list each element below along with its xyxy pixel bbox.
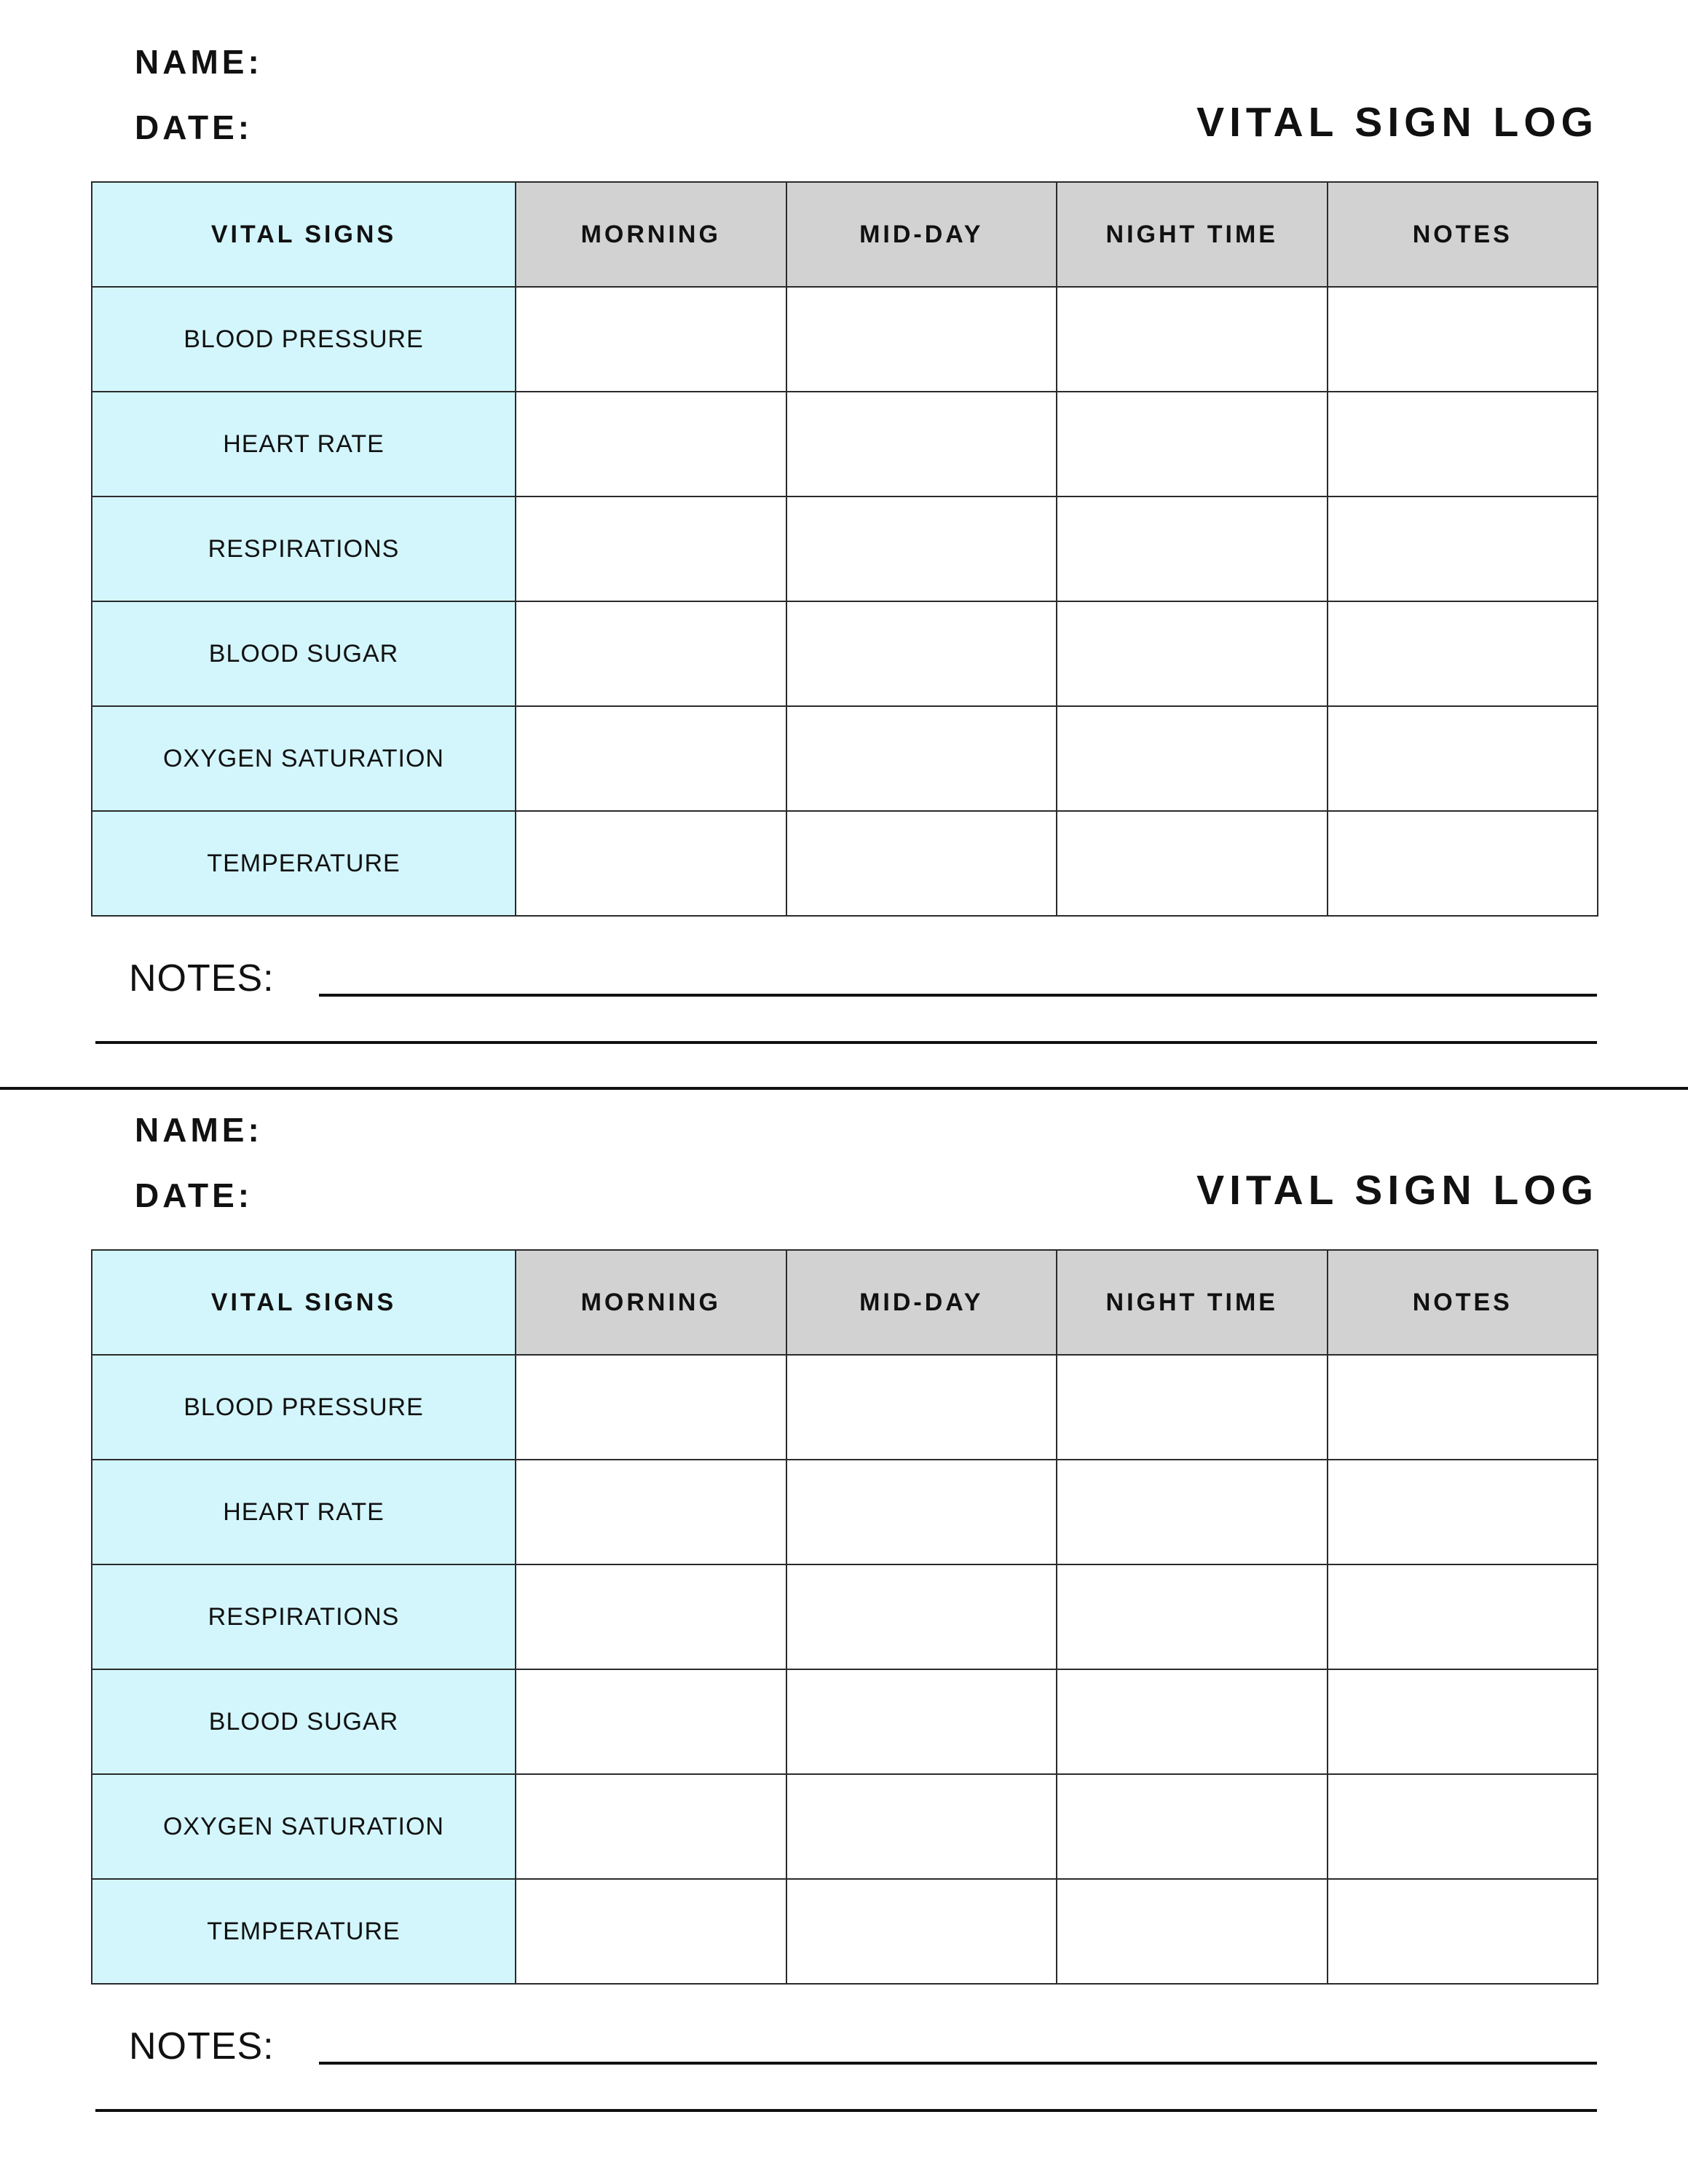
column-header-night-time: NIGHT TIME <box>1057 182 1328 287</box>
entry-cell-morning[interactable] <box>516 496 786 601</box>
row-label-blood-sugar: BLOOD SUGAR <box>92 601 516 706</box>
table-row <box>92 392 1598 496</box>
entry-cell-morning[interactable] <box>516 811 786 916</box>
row-label-respirations: RESPIRATIONS <box>92 1564 516 1669</box>
entry-cell-morning[interactable] <box>516 1669 786 1774</box>
table-header-row <box>92 182 1598 287</box>
entry-cell-morning[interactable] <box>516 392 786 496</box>
entry-cell-night-time[interactable] <box>1057 1879 1328 1984</box>
table-row <box>92 1774 1598 1879</box>
entry-cell-morning[interactable] <box>516 1355 786 1460</box>
entry-cell-morning[interactable] <box>516 1879 786 1984</box>
page-title: VITAL SIGN LOG <box>1196 1167 1598 1214</box>
entry-cell-notes[interactable] <box>1328 706 1598 811</box>
date-label: DATE: <box>135 108 253 146</box>
entry-cell-night-time[interactable] <box>1057 601 1328 706</box>
row-label-blood-sugar: BLOOD SUGAR <box>92 1669 516 1774</box>
column-header-notes: NOTES <box>1328 1250 1598 1355</box>
table-row <box>92 1879 1598 1984</box>
entry-cell-mid-day[interactable] <box>786 811 1057 916</box>
entry-cell-night-time[interactable] <box>1057 706 1328 811</box>
notes-write-line[interactable] <box>95 2109 1597 2112</box>
entry-cell-notes[interactable] <box>1328 1879 1598 1984</box>
vital-signs-table <box>91 181 1598 917</box>
row-label-blood-pressure: BLOOD PRESSURE <box>92 1355 516 1460</box>
vital-log-section-1 <box>0 0 1688 1068</box>
entry-cell-mid-day[interactable] <box>786 496 1057 601</box>
name-label: NAME: <box>135 43 263 81</box>
name-label: NAME: <box>135 1111 263 1149</box>
table-row <box>92 1355 1598 1460</box>
row-label-heart-rate: HEART RATE <box>92 1460 516 1564</box>
table-row <box>92 287 1598 392</box>
page-title: VITAL SIGN LOG <box>1196 99 1598 146</box>
notes-write-line[interactable] <box>319 994 1597 997</box>
row-label-blood-pressure: BLOOD PRESSURE <box>92 287 516 392</box>
row-label-temperature: TEMPERATURE <box>92 1879 516 1984</box>
notes-write-line[interactable] <box>319 2062 1597 2065</box>
entry-cell-morning[interactable] <box>516 706 786 811</box>
entry-cell-notes[interactable] <box>1328 287 1598 392</box>
entry-cell-morning[interactable] <box>516 601 786 706</box>
notes-label: NOTES: <box>129 957 275 1000</box>
entry-cell-night-time[interactable] <box>1057 496 1328 601</box>
table-row <box>92 1669 1598 1774</box>
entry-cell-notes[interactable] <box>1328 1669 1598 1774</box>
column-header-notes: NOTES <box>1328 182 1598 287</box>
entry-cell-notes[interactable] <box>1328 496 1598 601</box>
entry-cell-night-time[interactable] <box>1057 1564 1328 1669</box>
vital-log-section-2 <box>0 1068 1688 2136</box>
entry-cell-notes[interactable] <box>1328 601 1598 706</box>
row-label-temperature: TEMPERATURE <box>92 811 516 916</box>
entry-cell-night-time[interactable] <box>1057 1774 1328 1879</box>
entry-cell-night-time[interactable] <box>1057 811 1328 916</box>
entry-cell-morning[interactable] <box>516 1564 786 1669</box>
entry-cell-mid-day[interactable] <box>786 1355 1057 1460</box>
table-row <box>92 811 1598 916</box>
entry-cell-mid-day[interactable] <box>786 1879 1057 1984</box>
entry-cell-morning[interactable] <box>516 1774 786 1879</box>
entry-cell-notes[interactable] <box>1328 811 1598 916</box>
column-header-morning: MORNING <box>516 1250 786 1355</box>
table-header-row <box>92 1250 1598 1355</box>
table-row <box>92 706 1598 811</box>
entry-cell-mid-day[interactable] <box>786 706 1057 811</box>
entry-cell-night-time[interactable] <box>1057 1669 1328 1774</box>
row-label-oxygen-saturation: OXYGEN SATURATION <box>92 706 516 811</box>
entry-cell-notes[interactable] <box>1328 1774 1598 1879</box>
entry-cell-morning[interactable] <box>516 1460 786 1564</box>
entry-cell-notes[interactable] <box>1328 392 1598 496</box>
vital-signs-table <box>91 1249 1598 1985</box>
column-header-mid-day: MID-DAY <box>786 1250 1057 1355</box>
entry-cell-night-time[interactable] <box>1057 287 1328 392</box>
column-header-night-time: NIGHT TIME <box>1057 1250 1328 1355</box>
entry-cell-mid-day[interactable] <box>786 1774 1057 1879</box>
table-row <box>92 496 1598 601</box>
table-row <box>92 601 1598 706</box>
entry-cell-mid-day[interactable] <box>786 287 1057 392</box>
table-row <box>92 1460 1598 1564</box>
row-label-oxygen-saturation: OXYGEN SATURATION <box>92 1774 516 1879</box>
entry-cell-notes[interactable] <box>1328 1564 1598 1669</box>
entry-cell-night-time[interactable] <box>1057 1355 1328 1460</box>
table-row <box>92 1564 1598 1669</box>
entry-cell-notes[interactable] <box>1328 1355 1598 1460</box>
column-header-mid-day: MID-DAY <box>786 182 1057 287</box>
entry-cell-night-time[interactable] <box>1057 1460 1328 1564</box>
entry-cell-notes[interactable] <box>1328 1460 1598 1564</box>
row-label-respirations: RESPIRATIONS <box>92 496 516 601</box>
entry-cell-mid-day[interactable] <box>786 1460 1057 1564</box>
entry-cell-morning[interactable] <box>516 287 786 392</box>
entry-cell-mid-day[interactable] <box>786 1669 1057 1774</box>
entry-cell-mid-day[interactable] <box>786 392 1057 496</box>
entry-cell-mid-day[interactable] <box>786 1564 1057 1669</box>
date-label: DATE: <box>135 1176 253 1214</box>
column-header-vital-signs: VITAL SIGNS <box>92 1250 516 1355</box>
column-header-morning: MORNING <box>516 182 786 287</box>
notes-label: NOTES: <box>129 2025 275 2068</box>
entry-cell-night-time[interactable] <box>1057 392 1328 496</box>
column-header-vital-signs: VITAL SIGNS <box>92 182 516 287</box>
row-label-heart-rate: HEART RATE <box>92 392 516 496</box>
entry-cell-mid-day[interactable] <box>786 601 1057 706</box>
notes-write-line[interactable] <box>95 1041 1597 1044</box>
